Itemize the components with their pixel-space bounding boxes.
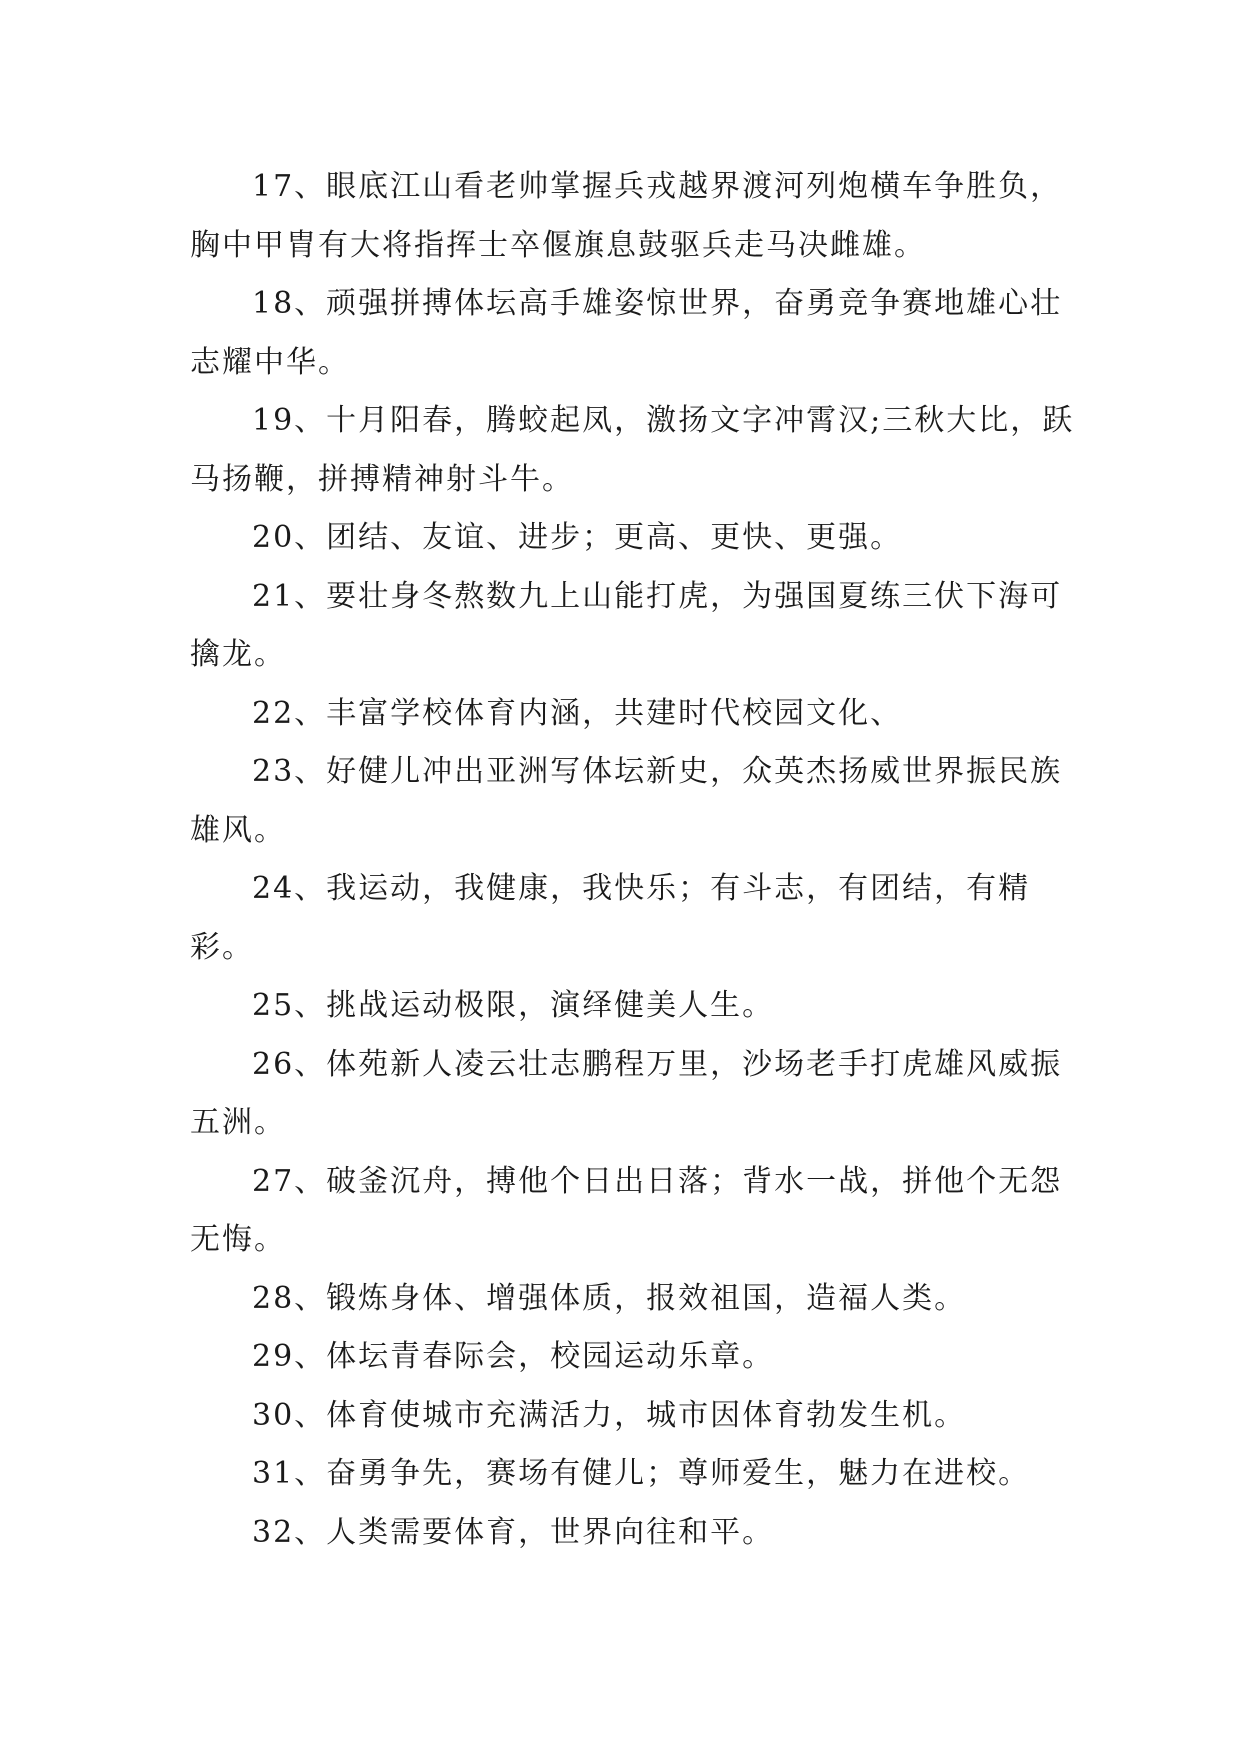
- slogan-paragraph: 24、我运动，我健康，我快乐；有斗志，有团结，有精彩。: [190, 871, 1031, 965]
- slogan-paragraph: 22、丰富学校体育内涵，共建时代校园文化、: [252, 695, 903, 731]
- slogan-paragraph: 21、要壮身冬熬数九上山能打虎，为强国夏练三伏下海可擒龙。: [190, 578, 1063, 672]
- slogan-paragraph: 20、团结、友谊、进步；更高、更快、更强。: [252, 520, 903, 555]
- slogan-paragraph: 30、体育使城市充满活力，城市因体育勃发生机。: [252, 1397, 967, 1433]
- slogan-paragraph: 25、挑战运动极限，演绎健美人生。: [252, 988, 775, 1023]
- slogan-list: [190, 158, 1090, 1562]
- slogan-paragraph: 27、破釜沉舟，搏他个日出日落；背水一战，拼他个无怨无悔。: [190, 1163, 1063, 1257]
- slogan-paragraph: 18、顽强拼搏体坛高手雄姿惊世界，奋勇竞争赛地雄心壮志耀中华。: [190, 286, 1063, 380]
- slogan-paragraph: 23、好健儿冲出亚洲写体坛新史，众英杰扬威世界振民族雄风。: [190, 754, 1063, 848]
- slogan-paragraph: 32、人类需要体育，世界向往和平。: [252, 1514, 775, 1550]
- slogan-paragraph: 19、十月阳春，腾蛟起凤，激扬文字冲霄汉;三秋大比，跃马扬鞭，拼搏精神射斗牛。: [190, 403, 1075, 497]
- slogan-paragraph: 28、锻炼身体、增强体质，报效祖国，造福人类。: [252, 1280, 967, 1316]
- slogan-paragraph: 29、体坛青春际会，校园运动乐章。: [252, 1339, 775, 1374]
- slogan-paragraph: 26、体苑新人凌云壮志鹏程万里，沙场老手打虎雄风威振五洲。: [190, 1046, 1063, 1140]
- slogan-paragraph: 31、奋勇争先，赛场有健儿；尊师爱生，魅力在进校。: [252, 1456, 1031, 1491]
- slogan-paragraph: 17、眼底江山看老帅掌握兵戎越界渡河列炮横车争胜负，胸中甲胄有大将指挥士卒偃旗息鼓驱兵走马决雌雄。: [190, 169, 1063, 263]
